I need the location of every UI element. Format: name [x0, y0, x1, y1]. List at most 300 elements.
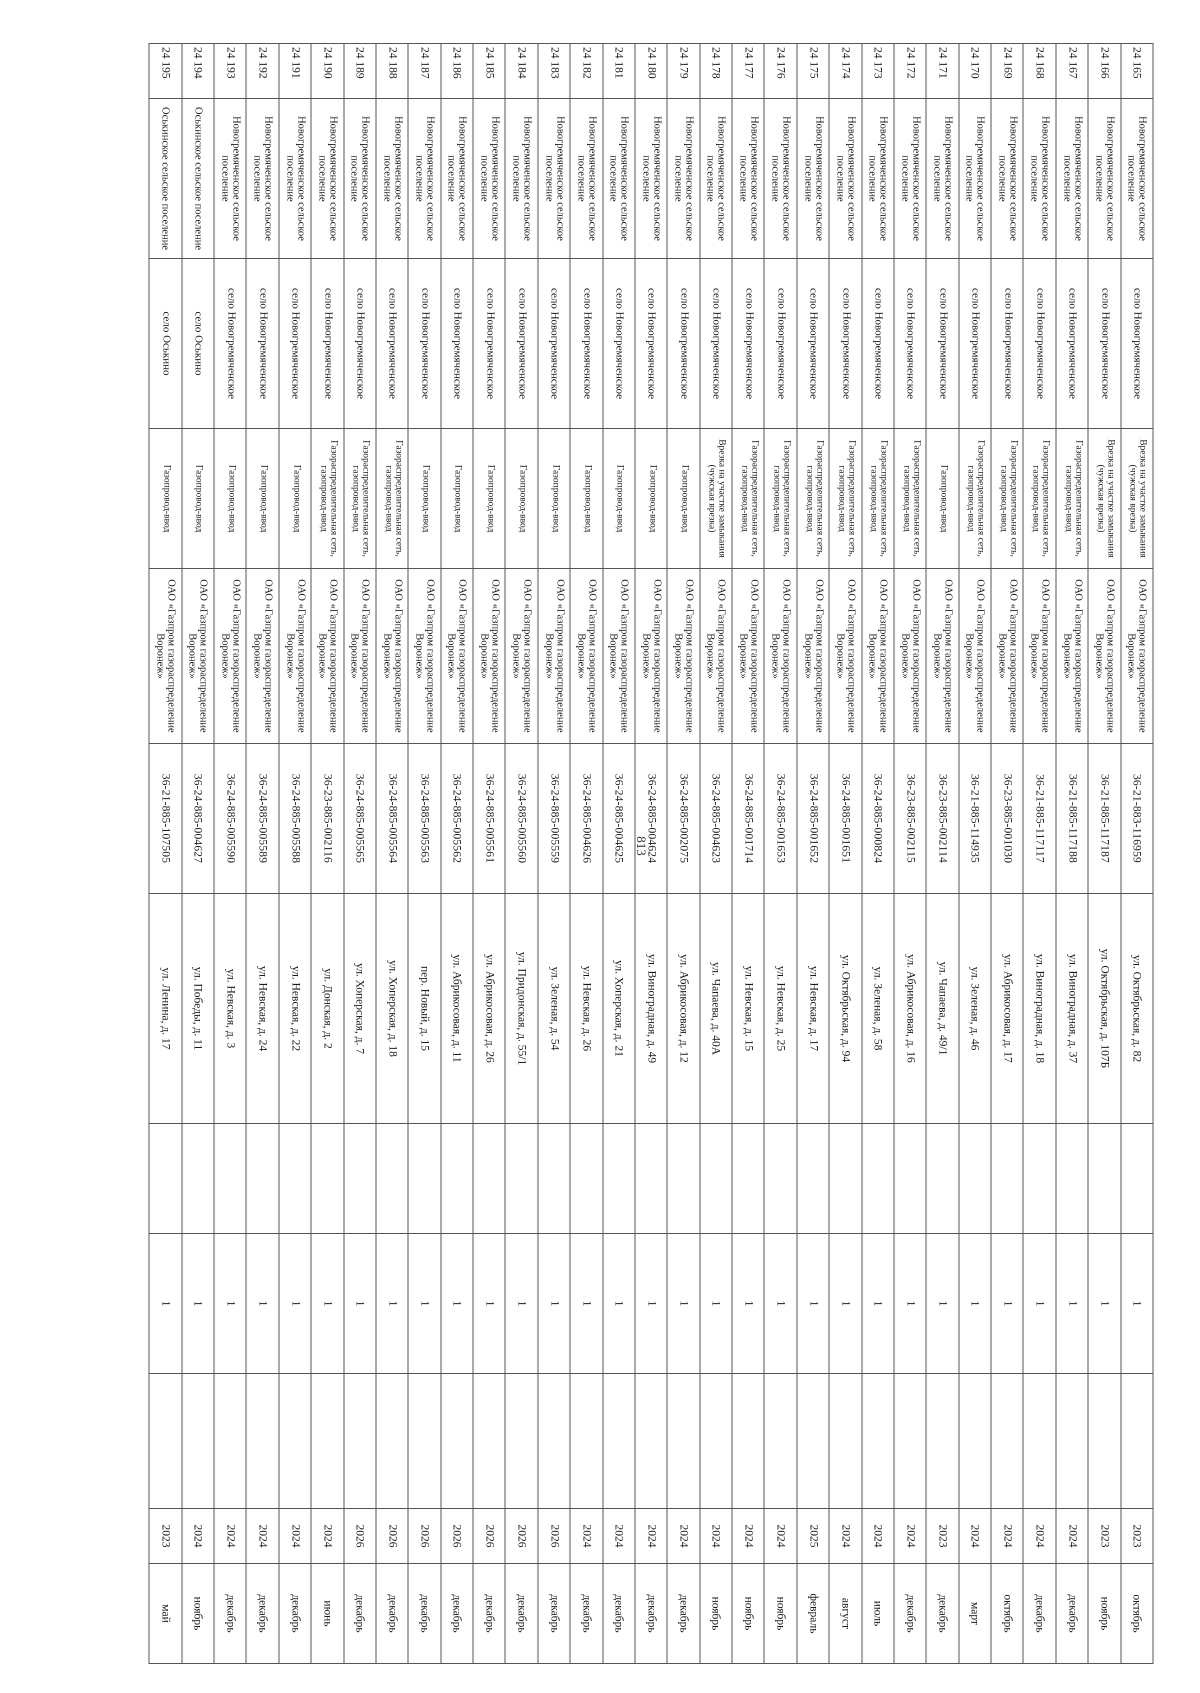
locality-cell: село Новогремяченское [441, 259, 473, 429]
empty-cell [635, 1124, 667, 1234]
organization-cell: ОАО «Газпром газораспределение Воронеж» [635, 569, 667, 744]
quantity-cell: 1 [376, 1234, 408, 1374]
table-row [635, 44, 667, 1664]
row-number: 24 194 [182, 44, 214, 99]
year-cell: 2026 [344, 1509, 376, 1564]
blank-cell [1024, 1374, 1056, 1509]
settlement-cell: Новогремяченское сельское поселение [765, 99, 797, 259]
month-cell: декабрь [635, 1564, 667, 1664]
blank-cell [603, 1374, 635, 1509]
object-code-cell: 36-23-885-002116 [311, 744, 343, 894]
settlement-cell: Новогремяченское сельское поселение [959, 99, 991, 259]
object-type-cell: Газораспределительная сеть, газопровод-ввод [765, 429, 797, 569]
address-cell: ул. Абрикосовая, д. 11 [441, 894, 473, 1124]
year-cell: 2026 [441, 1509, 473, 1564]
address-cell: ул. Абрикосовая, д. 16 [894, 894, 926, 1124]
settlement-cell: Новогремяченское сельское поселение [1024, 99, 1056, 259]
object-code-cell: 36-24-885-004626 [570, 744, 602, 894]
object-code-cell: 36-21-885-107505 [149, 744, 182, 894]
locality-cell: село Новогремяченское [603, 259, 635, 429]
settlement-cell: Новогремяченское сельское поселение [991, 99, 1023, 259]
locality-cell: село Новогремяченское [506, 259, 538, 429]
quantity-cell: 1 [1121, 1234, 1153, 1374]
address-cell: ул. Хоперская, д. 18 [376, 894, 408, 1124]
row-number: 24 176 [765, 44, 797, 99]
object-code-cell: 36-24-885-001653 [765, 744, 797, 894]
address-cell: ул. Октябрьская, д. 107Б [1088, 894, 1120, 1124]
row-number: 24 189 [344, 44, 376, 99]
month-cell: октябрь [991, 1564, 1023, 1664]
locality-cell: село Новогремяченское [570, 259, 602, 429]
table-row [894, 44, 926, 1664]
month-cell: декабрь [473, 1564, 505, 1664]
quantity-cell: 1 [149, 1234, 182, 1374]
row-number: 24 184 [506, 44, 538, 99]
blank-cell [311, 1374, 343, 1509]
table-row [732, 44, 764, 1664]
row-number: 24 169 [991, 44, 1023, 99]
object-code-cell: 36-21-885-114935 [959, 744, 991, 894]
organization-cell: ОАО «Газпром газораспределение Воронеж» [408, 569, 440, 744]
gas-connections-table [149, 43, 1154, 1664]
month-cell: декабрь [247, 1564, 279, 1664]
locality-cell: село Новогремяченское [732, 259, 764, 429]
year-cell: 2024 [765, 1509, 797, 1564]
object-type-cell: Газораспределительная сеть, газопровод-ввод [1024, 429, 1056, 569]
object-type-cell: Газопровод-ввод [408, 429, 440, 569]
table-row [1024, 44, 1056, 1664]
table-row [667, 44, 699, 1664]
object-type-cell: Газораспределительная сеть, газопровод-ввод [311, 429, 343, 569]
empty-cell [408, 1124, 440, 1234]
row-number: 24 185 [473, 44, 505, 99]
object-code-cell: 36-21-883-116959 [1121, 744, 1153, 894]
locality-cell: село Новогремяченское [214, 259, 246, 429]
settlement-cell: Новогремяченское сельское поселение [441, 99, 473, 259]
blank-cell [991, 1374, 1023, 1509]
organization-cell: ОАО «Газпром газораспределение Воронеж» [700, 569, 732, 744]
settlement-cell: Новогремяченское сельское поселение [408, 99, 440, 259]
table-row [570, 44, 602, 1664]
table-row [149, 44, 182, 1664]
settlement-cell: Новогремяченское сельское поселение [700, 99, 732, 259]
locality-cell: село Новогремяченское [700, 259, 732, 429]
quantity-cell: 1 [408, 1234, 440, 1374]
quantity-cell: 1 [247, 1234, 279, 1374]
table-row [1088, 44, 1120, 1664]
row-number: 24 187 [408, 44, 440, 99]
object-code-cell: 36-24-885-001651 [829, 744, 861, 894]
empty-cell [829, 1124, 861, 1234]
locality-cell: село Новогремяченское [765, 259, 797, 429]
organization-cell: ОАО «Газпром газораспределение Воронеж» [344, 569, 376, 744]
year-cell: 2024 [894, 1509, 926, 1564]
empty-cell [149, 1124, 182, 1234]
address-cell: ул. Невская, д. 17 [797, 894, 829, 1124]
locality-cell: село Новогремяченское [376, 259, 408, 429]
locality-cell: село Оськино [182, 259, 214, 429]
quantity-cell: 1 [991, 1234, 1023, 1374]
settlement-cell: Новогремяченское сельское поселение [214, 99, 246, 259]
locality-cell: село Новогремяченское [959, 259, 991, 429]
settlement-cell: Оськинское сельское поселение [182, 99, 214, 259]
empty-cell [926, 1124, 958, 1234]
blank-cell [1056, 1374, 1088, 1509]
month-cell: ноябрь [182, 1564, 214, 1664]
settlement-cell: Новогремяченское сельское поселение [279, 99, 311, 259]
blank-cell [538, 1374, 570, 1509]
year-cell: 2024 [1024, 1509, 1056, 1564]
address-cell: ул. Ленина, д. 17 [149, 894, 182, 1124]
blank-cell [1121, 1374, 1153, 1509]
blank-cell [797, 1374, 829, 1509]
address-cell: ул. Невская, д. 25 [765, 894, 797, 1124]
object-code-cell: 36-24-885-005590 [214, 744, 246, 894]
organization-cell: ОАО «Газпром газораспределение Воронеж» [732, 569, 764, 744]
year-cell: 2024 [732, 1509, 764, 1564]
year-cell: 2024 [603, 1509, 635, 1564]
empty-cell [862, 1124, 894, 1234]
organization-cell: ОАО «Газпром газораспределение Воронеж» [1056, 569, 1088, 744]
blank-cell [408, 1374, 440, 1509]
object-code-cell: 36-24-885-005589 [247, 744, 279, 894]
object-type-cell: Газораспределительная сеть, газопровод-ввод [829, 429, 861, 569]
object-type-cell: Газопровод-ввод [473, 429, 505, 569]
object-type-cell: Врезка на участке замыкания (чужская врезка) [700, 429, 732, 569]
year-cell: 2026 [473, 1509, 505, 1564]
blank-cell [926, 1374, 958, 1509]
organization-cell: ОАО «Газпром газораспределение Воронеж» [765, 569, 797, 744]
quantity-cell: 1 [797, 1234, 829, 1374]
quantity-cell: 1 [603, 1234, 635, 1374]
empty-cell [732, 1124, 764, 1234]
quantity-cell: 1 [862, 1234, 894, 1374]
row-number: 24 190 [311, 44, 343, 99]
address-cell: пер. Новый, д. 15 [408, 894, 440, 1124]
address-cell: ул. Невская, д. 26 [570, 894, 602, 1124]
organization-cell: ОАО «Газпром газораспределение Воронеж» [667, 569, 699, 744]
quantity-cell: 1 [926, 1234, 958, 1374]
object-type-cell: Газопровод-ввод [570, 429, 602, 569]
object-code-cell: 36-21-885-117187 [1088, 744, 1120, 894]
month-cell: декабрь [408, 1564, 440, 1664]
empty-cell [311, 1124, 343, 1234]
locality-cell: село Новогремяченское [991, 259, 1023, 429]
month-cell: декабрь [279, 1564, 311, 1664]
locality-cell: село Новогремяченское [311, 259, 343, 429]
locality-cell: село Новогремяченское [829, 259, 861, 429]
month-cell: июль [862, 1564, 894, 1664]
page-number: 813 [634, 836, 649, 856]
object-code-cell: 36-21-885-117117 [1024, 744, 1056, 894]
address-cell: ул. Абрикосовая, д. 17 [991, 894, 1023, 1124]
row-number: 24 167 [1056, 44, 1088, 99]
locality-cell: село Новогремяченское [894, 259, 926, 429]
organization-cell: ОАО «Газпром газораспределение Воронеж» [214, 569, 246, 744]
address-cell: ул. Зеленая, д. 54 [538, 894, 570, 1124]
quantity-cell: 1 [700, 1234, 732, 1374]
object-type-cell: Газопровод-ввод [926, 429, 958, 569]
object-type-cell: Газопровод-ввод [506, 429, 538, 569]
month-cell: декабрь [214, 1564, 246, 1664]
locality-cell: село Новогремяченское [344, 259, 376, 429]
address-cell: ул. Невская, д. 15 [732, 894, 764, 1124]
table-row [408, 44, 440, 1664]
year-cell: 2023 [149, 1509, 182, 1564]
row-number: 24 165 [1121, 44, 1153, 99]
table-row [829, 44, 861, 1664]
blank-cell [1088, 1374, 1120, 1509]
address-cell: ул. Абрикосовая, д. 12 [667, 894, 699, 1124]
locality-cell: село Новогремяченское [247, 259, 279, 429]
month-cell: март [959, 1564, 991, 1664]
quantity-cell: 1 [732, 1234, 764, 1374]
settlement-cell: Новогремяченское сельское поселение [862, 99, 894, 259]
table-row [797, 44, 829, 1664]
object-type-cell: Газораспределительная сеть, газопровод-ввод [797, 429, 829, 569]
row-number: 24 193 [214, 44, 246, 99]
table-row [506, 44, 538, 1664]
settlement-cell: Новогремяченское сельское поселение [1088, 99, 1120, 259]
blank-cell [376, 1374, 408, 1509]
month-cell: декабрь [603, 1564, 635, 1664]
settlement-cell: Новогремяченское сельское поселение [894, 99, 926, 259]
month-cell: октябрь [1121, 1564, 1153, 1664]
table-row [603, 44, 635, 1664]
blank-cell [765, 1374, 797, 1509]
quantity-cell: 1 [1056, 1234, 1088, 1374]
organization-cell: ОАО «Газпром газораспределение Воронеж» [376, 569, 408, 744]
table-row [473, 44, 505, 1664]
address-cell: ул. Невская, д. 24 [247, 894, 279, 1124]
locality-cell: село Новогремяченское [1024, 259, 1056, 429]
settlement-cell: Новогремяченское сельское поселение [344, 99, 376, 259]
year-cell: 2024 [311, 1509, 343, 1564]
table-row [344, 44, 376, 1664]
blank-cell [570, 1374, 602, 1509]
address-cell: ул. Октябрьская, д. 94 [829, 894, 861, 1124]
month-cell: декабрь [376, 1564, 408, 1664]
table-row [862, 44, 894, 1664]
object-type-cell: Газопровод-ввод [603, 429, 635, 569]
object-code-cell: 36-24-885-004625 [603, 744, 635, 894]
year-cell: 2024 [635, 1509, 667, 1564]
object-type-cell: Газораспределительная сеть, газопровод-ввод [344, 429, 376, 569]
month-cell: ноябрь [732, 1564, 764, 1664]
blank-cell [247, 1374, 279, 1509]
table-row [247, 44, 279, 1664]
month-cell: декабрь [894, 1564, 926, 1664]
month-cell: декабрь [1056, 1564, 1088, 1664]
row-number: 24 191 [279, 44, 311, 99]
organization-cell: ОАО «Газпром газораспределение Воронеж» [279, 569, 311, 744]
organization-cell: ОАО «Газпром газораспределение Воронеж» [926, 569, 958, 744]
row-number: 24 174 [829, 44, 861, 99]
object-type-cell: Врезка на участке замыкания (чужская врезка) [1088, 429, 1120, 569]
row-number: 24 177 [732, 44, 764, 99]
quantity-cell: 1 [1024, 1234, 1056, 1374]
object-code-cell: 36-23-885-002115 [894, 744, 926, 894]
table-row [376, 44, 408, 1664]
document-table-wrapper [149, 43, 1154, 1663]
organization-cell: ОАО «Газпром газораспределение Воронеж» [149, 569, 182, 744]
table-body [149, 44, 1153, 1664]
empty-cell [182, 1124, 214, 1234]
row-number: 24 183 [538, 44, 570, 99]
quantity-cell: 1 [538, 1234, 570, 1374]
object-code-cell: 36-24-885-005588 [279, 744, 311, 894]
empty-cell [1121, 1124, 1153, 1234]
empty-cell [344, 1124, 376, 1234]
settlement-cell: Новогремяченское сельское поселение [1056, 99, 1088, 259]
settlement-cell: Новогремяченское сельское поселение [376, 99, 408, 259]
table-row [311, 44, 343, 1664]
empty-cell [603, 1124, 635, 1234]
locality-cell: село Новогремяченское [538, 259, 570, 429]
empty-cell [797, 1124, 829, 1234]
quantity-cell: 1 [279, 1234, 311, 1374]
row-number: 24 179 [667, 44, 699, 99]
address-cell: ул. Зеленая, д. 58 [862, 894, 894, 1124]
year-cell: 2026 [538, 1509, 570, 1564]
year-cell: 2025 [797, 1509, 829, 1564]
object-type-cell: Газопровод-ввод [635, 429, 667, 569]
year-cell: 2023 [926, 1509, 958, 1564]
blank-cell [635, 1374, 667, 1509]
settlement-cell: Новогремяченское сельское поселение [732, 99, 764, 259]
address-cell: ул. Хоперская, д. 7 [344, 894, 376, 1124]
empty-cell [214, 1124, 246, 1234]
quantity-cell: 1 [344, 1234, 376, 1374]
locality-cell: село Новогремяченское [408, 259, 440, 429]
table-row [214, 44, 246, 1664]
empty-cell [376, 1124, 408, 1234]
blank-cell [829, 1374, 861, 1509]
object-code-cell: 36-24-885-001714 [732, 744, 764, 894]
table-row [700, 44, 732, 1664]
month-cell: август [829, 1564, 861, 1664]
settlement-cell: Новогремяченское сельское поселение [570, 99, 602, 259]
address-cell: ул. Невская, д. 22 [279, 894, 311, 1124]
quantity-cell: 1 [667, 1234, 699, 1374]
empty-cell [570, 1124, 602, 1234]
row-number: 24 195 [149, 44, 182, 99]
organization-cell: ОАО «Газпром газораспределение Воронеж» [829, 569, 861, 744]
year-cell: 2024 [279, 1509, 311, 1564]
empty-cell [473, 1124, 505, 1234]
settlement-cell: Новогремяченское сельское поселение [506, 99, 538, 259]
object-code-cell: 36-24-885-004627 [182, 744, 214, 894]
blank-cell [473, 1374, 505, 1509]
organization-cell: ОАО «Газпром газораспределение Воронеж» [538, 569, 570, 744]
organization-cell: ОАО «Газпром газораспределение Воронеж» [603, 569, 635, 744]
object-type-cell: Газопровод-ввод [247, 429, 279, 569]
object-code-cell: 36-24-885-005559 [538, 744, 570, 894]
empty-cell [667, 1124, 699, 1234]
month-cell: май [149, 1564, 182, 1664]
address-cell: ул. Донская, д. 2 [311, 894, 343, 1124]
row-number: 24 180 [635, 44, 667, 99]
settlement-cell: Новогремяченское сельское поселение [538, 99, 570, 259]
month-cell: декабрь [538, 1564, 570, 1664]
year-cell: 2024 [182, 1509, 214, 1564]
organization-cell: ОАО «Газпром газораспределение Воронеж» [862, 569, 894, 744]
row-number: 24 181 [603, 44, 635, 99]
row-number: 24 182 [570, 44, 602, 99]
organization-cell: ОАО «Газпром газораспределение Воронеж» [1121, 569, 1153, 744]
settlement-cell: Новогремяченское сельское поселение [797, 99, 829, 259]
quantity-cell: 1 [1088, 1234, 1120, 1374]
quantity-cell: 1 [765, 1234, 797, 1374]
address-cell: ул. Победы, д. 11 [182, 894, 214, 1124]
organization-cell: ОАО «Газпром газораспределение Воронеж» [570, 569, 602, 744]
empty-cell [1056, 1124, 1088, 1234]
object-type-cell: Газораспределительная сеть, газопровод-ввод [991, 429, 1023, 569]
month-cell: декабрь [926, 1564, 958, 1664]
table-row [765, 44, 797, 1664]
address-cell: ул. Октябрьская, д. 82 [1121, 894, 1153, 1124]
address-cell: ул. Абрикосовая, д. 26 [473, 894, 505, 1124]
row-number: 24 192 [247, 44, 279, 99]
blank-cell [700, 1374, 732, 1509]
year-cell: 2024 [959, 1509, 991, 1564]
object-type-cell: Газораспределительная сеть, газопровод-ввод [732, 429, 764, 569]
settlement-cell: Новогремяченское сельское поселение [635, 99, 667, 259]
quantity-cell: 1 [829, 1234, 861, 1374]
table-row [991, 44, 1023, 1664]
object-code-cell: 36-24-885-005565 [344, 744, 376, 894]
month-cell: ноябрь [1088, 1564, 1120, 1664]
table-row [182, 44, 214, 1664]
quantity-cell: 1 [570, 1234, 602, 1374]
object-type-cell: Газопровод-ввод [214, 429, 246, 569]
organization-cell: ОАО «Газпром газораспределение Воронеж» [473, 569, 505, 744]
object-code-cell: 36-24-885-001652 [797, 744, 829, 894]
object-code-cell: 36-24-885-000824 [862, 744, 894, 894]
empty-cell [506, 1124, 538, 1234]
month-cell: декабрь [1024, 1564, 1056, 1664]
month-cell: июнь [311, 1564, 343, 1664]
month-cell: февраль [797, 1564, 829, 1664]
quantity-cell: 1 [441, 1234, 473, 1374]
blank-cell [182, 1374, 214, 1509]
year-cell: 2024 [667, 1509, 699, 1564]
year-cell: 2023 [1088, 1509, 1120, 1564]
year-cell: 2024 [991, 1509, 1023, 1564]
row-number: 24 186 [441, 44, 473, 99]
year-cell: 2024 [247, 1509, 279, 1564]
empty-cell [279, 1124, 311, 1234]
table-row [1121, 44, 1153, 1664]
year-cell: 2026 [506, 1509, 538, 1564]
address-cell: ул. Виноградная, д. 18 [1024, 894, 1056, 1124]
quantity-cell: 1 [473, 1234, 505, 1374]
object-code-cell: 36-24-885-005564 [376, 744, 408, 894]
row-number: 24 178 [700, 44, 732, 99]
object-type-cell: Газопровод-ввод [441, 429, 473, 569]
organization-cell: ОАО «Газпром газораспределение Воронеж» [894, 569, 926, 744]
blank-cell [344, 1374, 376, 1509]
year-cell: 2026 [408, 1509, 440, 1564]
year-cell: 2024 [1056, 1509, 1088, 1564]
blank-cell [667, 1374, 699, 1509]
locality-cell: село Новогремяченское [1121, 259, 1153, 429]
month-cell: декабрь [344, 1564, 376, 1664]
object-type-cell: Газораспределительная сеть, газопровод-ввод [894, 429, 926, 569]
locality-cell: село Новогремяченское [667, 259, 699, 429]
empty-cell [1088, 1124, 1120, 1234]
object-type-cell: Газораспределительная сеть, газопровод-ввод [1056, 429, 1088, 569]
